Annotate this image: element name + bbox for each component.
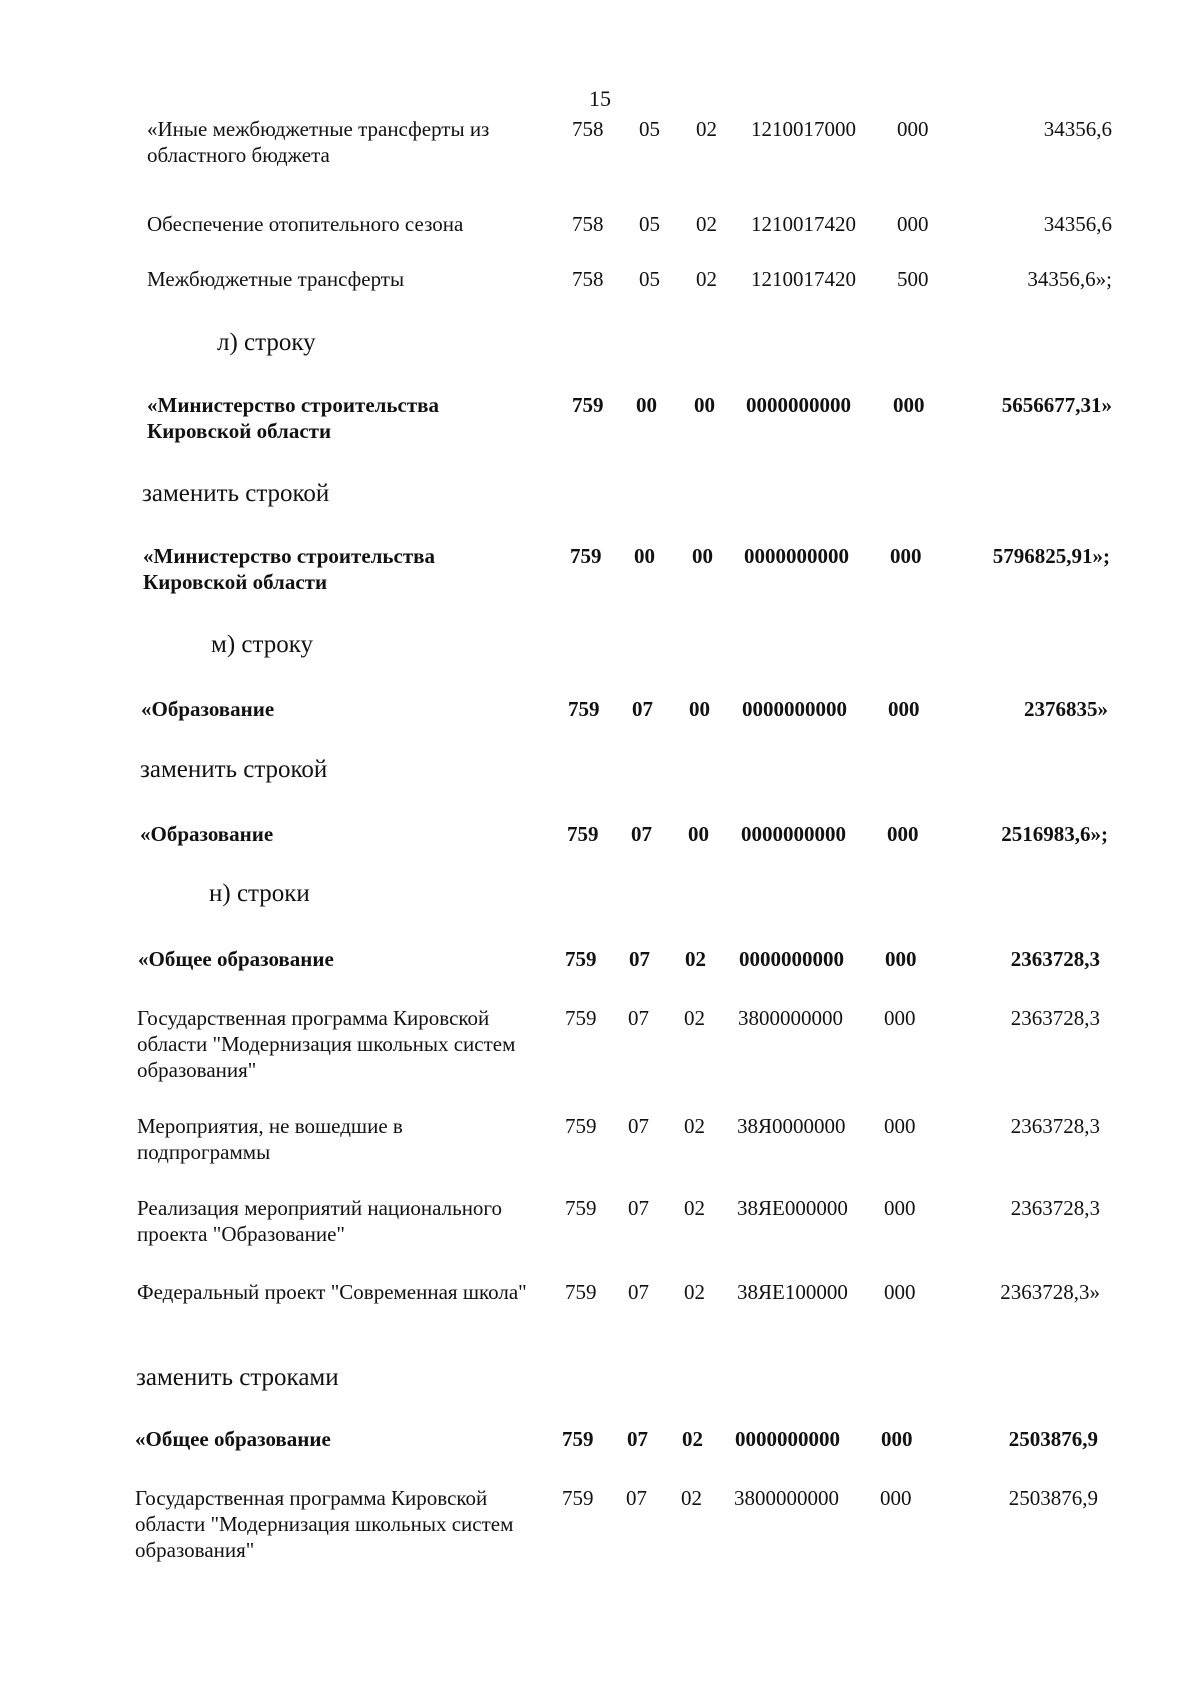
row-name: Реализация мероприятий национального проекта "Образование"	[137, 1196, 503, 1246]
row-name: Федеральный проект "Современная школа"	[137, 1280, 527, 1304]
row-admin-code: 759	[568, 697, 600, 721]
row-expense-type: 000	[887, 822, 919, 846]
instruction-replace: заменить строкой	[142, 480, 330, 507]
row-amount: 2363728,3	[1010, 1196, 1100, 1220]
row-target-article: 38ЯЕ000000	[737, 1196, 848, 1220]
row-target-article: 1210017420	[751, 212, 856, 236]
row-subsection: 00	[689, 697, 710, 721]
row-admin-code: 759	[572, 393, 604, 417]
row-admin-code: 759	[570, 544, 602, 568]
row-target-article: 0000000000	[742, 697, 847, 721]
row-section: 07	[628, 1280, 649, 1304]
row-target-article: 38Я0000000	[737, 1114, 846, 1138]
row-subsection: 00	[688, 822, 709, 846]
row-subsection: 02	[684, 1196, 705, 1220]
row-target-article: 3800000000	[734, 1486, 839, 1510]
row-amount: 2503876,9	[1008, 1427, 1098, 1451]
row-subsection: 00	[692, 544, 713, 568]
row-subsection: 02	[681, 1486, 702, 1510]
row-name: «Общее образование	[135, 1427, 331, 1451]
row-amount: 2363728,3	[1010, 1114, 1100, 1138]
instruction-m: м) строку	[211, 631, 314, 658]
row-target-article: 1210017420	[751, 267, 856, 291]
row-section: 00	[636, 393, 657, 417]
row-admin-code: 759	[562, 1486, 594, 1510]
row-section: 05	[639, 212, 660, 236]
row-name: Государственная программа Кировской области "Модернизация школьных систем образования"	[135, 1486, 514, 1562]
row-amount: 2516983,6»;	[1001, 822, 1108, 846]
row-expense-type: 000	[897, 117, 929, 141]
row-name: Мероприятия, не вошедшие в подпрограммы	[137, 1114, 403, 1164]
row-amount: 2363728,3	[1010, 947, 1100, 971]
row-amount: 5796825,91»;	[992, 544, 1110, 568]
row-target-article: 0000000000	[735, 1427, 840, 1451]
row-amount: 34356,6»;	[1027, 267, 1112, 291]
row-subsection: 02	[684, 1006, 705, 1030]
row-target-article: 0000000000	[744, 544, 849, 568]
row-admin-code: 759	[565, 947, 597, 971]
row-expense-type: 000	[885, 947, 917, 971]
row-amount: 2363728,3	[1010, 1006, 1100, 1030]
row-amount: 2376835»	[1024, 697, 1108, 721]
row-target-article: 3800000000	[738, 1006, 843, 1030]
row-section: 07	[632, 697, 653, 721]
row-section: 07	[628, 1114, 649, 1138]
row-name: «Общее образование	[138, 947, 334, 971]
row-subsection: 02	[684, 1280, 705, 1304]
instruction-n: н) строки	[209, 880, 310, 907]
row-admin-code: 759	[565, 1006, 597, 1030]
row-section: 07	[628, 1006, 649, 1030]
instruction-replace-plural: заменить строками	[136, 1364, 339, 1391]
row-expense-type: 000	[893, 393, 925, 417]
row-subsection: 00	[694, 393, 715, 417]
row-name: «Образование	[140, 822, 274, 846]
row-name: «Министерство строительства Кировской области	[143, 544, 436, 594]
row-subsection: 02	[696, 117, 717, 141]
row-expense-type: 000	[881, 1427, 913, 1451]
row-amount: 34356,6	[1043, 117, 1112, 141]
row-name: «Образование	[141, 697, 275, 721]
row-expense-type: 000	[890, 544, 922, 568]
row-subsection: 02	[696, 267, 717, 291]
row-expense-type: 000	[884, 1280, 916, 1304]
row-target-article: 0000000000	[739, 947, 844, 971]
row-target-article: 38ЯЕ100000	[737, 1280, 848, 1304]
row-expense-type: 000	[888, 697, 920, 721]
row-admin-code: 759	[562, 1427, 594, 1451]
row-expense-type: 000	[884, 1006, 916, 1030]
row-name: Межбюджетные трансферты	[147, 267, 405, 291]
row-section: 00	[634, 544, 655, 568]
row-expense-type: 000	[884, 1114, 916, 1138]
row-section: 07	[626, 1486, 647, 1510]
row-admin-code: 759	[565, 1280, 597, 1304]
row-admin-code: 759	[565, 1114, 597, 1138]
row-admin-code: 758	[572, 117, 604, 141]
row-name: Обеспечение отопительного сезона	[147, 212, 464, 236]
row-name: «Министерство строительства Кировской области	[147, 393, 440, 443]
row-admin-code: 758	[572, 212, 604, 236]
row-section: 05	[639, 267, 660, 291]
row-name: «Иные межбюджетные трансферты из областного бюджета	[147, 117, 490, 167]
row-target-article: 1210017000	[751, 117, 856, 141]
instruction-replace: заменить строкой	[140, 756, 328, 783]
row-admin-code: 759	[567, 822, 599, 846]
row-subsection: 02	[682, 1427, 703, 1451]
row-section: 05	[639, 117, 660, 141]
row-expense-type: 000	[880, 1486, 912, 1510]
instruction-l: л) строку	[217, 329, 316, 356]
row-section: 07	[629, 947, 650, 971]
row-target-article: 0000000000	[741, 822, 846, 846]
page-number: 15	[589, 86, 611, 111]
row-section: 07	[627, 1427, 648, 1451]
row-section: 07	[628, 1196, 649, 1220]
row-expense-type: 000	[884, 1196, 916, 1220]
row-target-article: 0000000000	[746, 393, 851, 417]
row-expense-type: 500	[897, 267, 929, 291]
row-section: 07	[631, 822, 652, 846]
row-subsection: 02	[685, 947, 706, 971]
row-admin-code: 759	[565, 1196, 597, 1220]
row-amount: 5656677,31»	[1001, 393, 1112, 417]
row-amount: 34356,6	[1043, 212, 1112, 236]
row-subsection: 02	[696, 212, 717, 236]
row-expense-type: 000	[897, 212, 929, 236]
row-admin-code: 758	[572, 267, 604, 291]
row-amount: 2363728,3»	[1000, 1280, 1100, 1304]
row-name: Государственная программа Кировской области "Модернизация школьных систем образования"	[137, 1006, 516, 1082]
row-subsection: 02	[684, 1114, 705, 1138]
row-amount: 2503876,9	[1008, 1486, 1098, 1510]
